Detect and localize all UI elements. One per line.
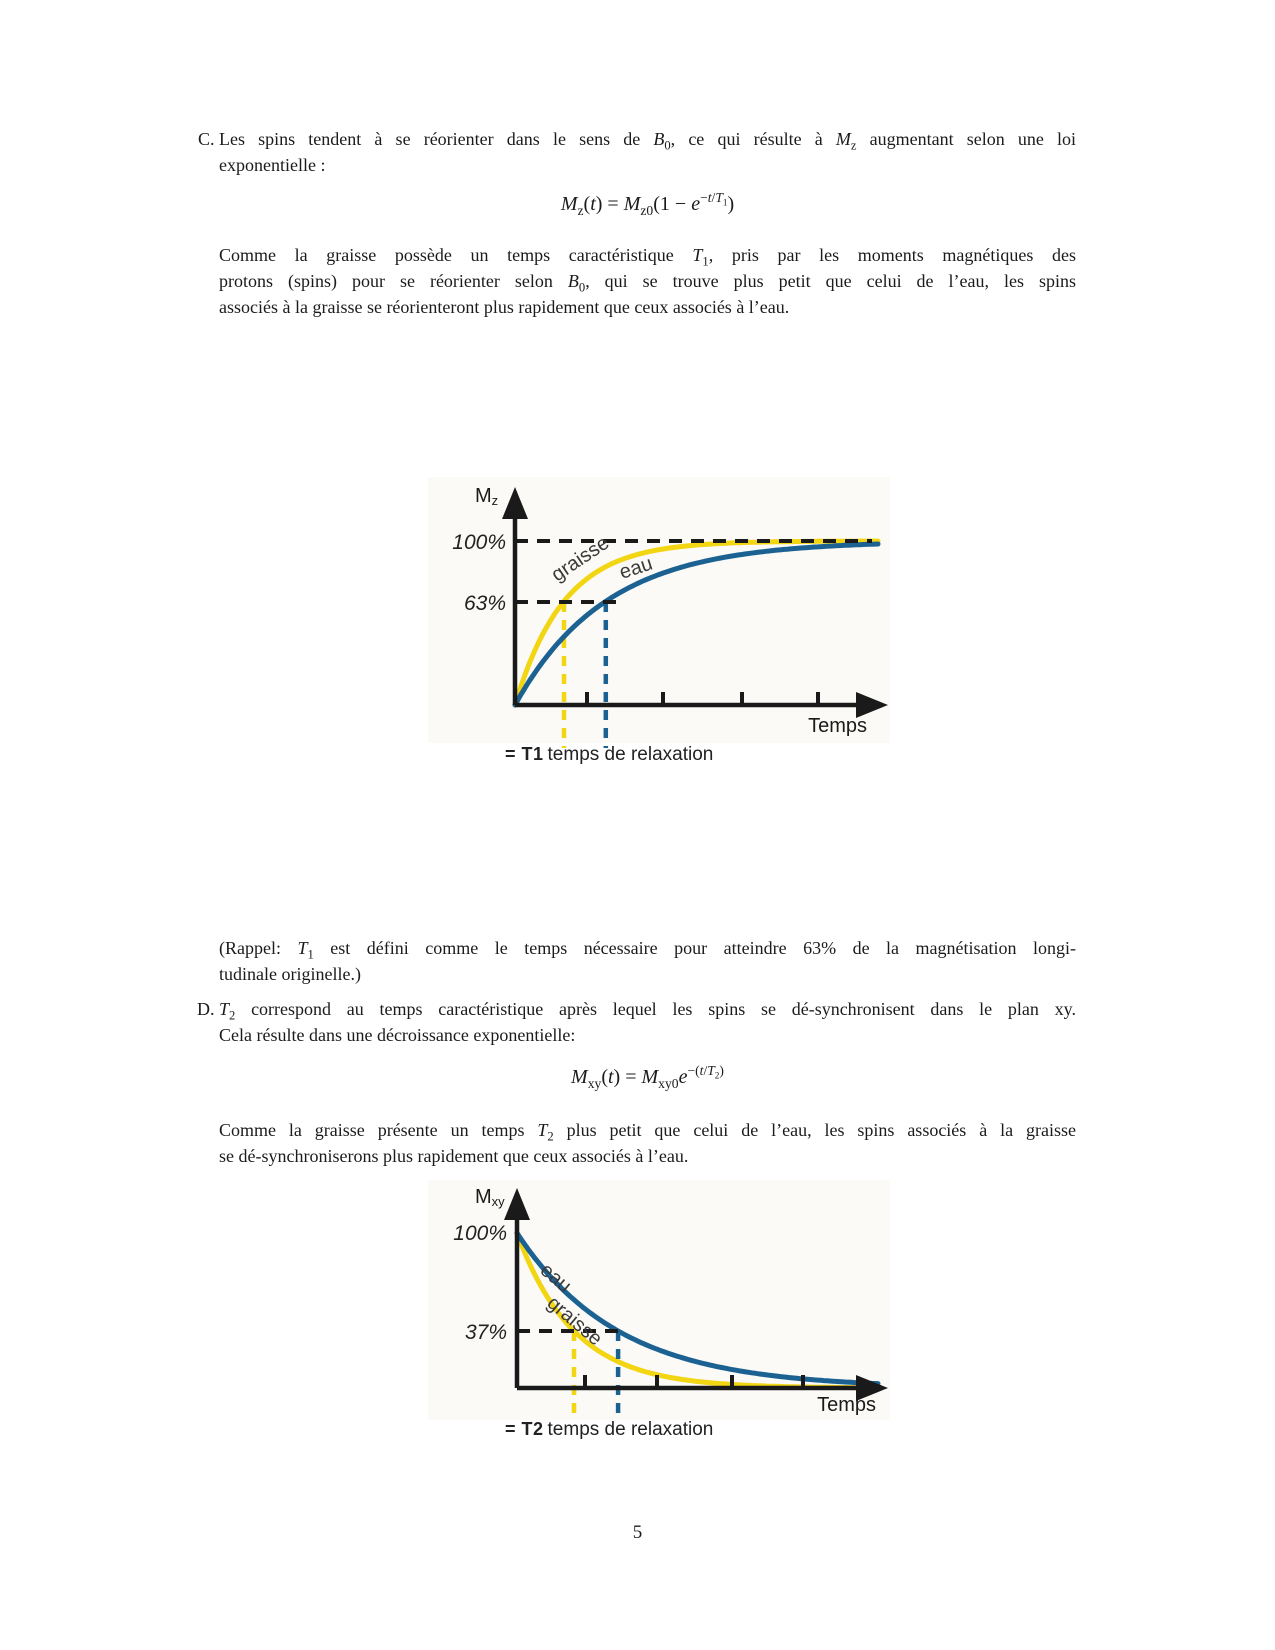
item-c-label: C. (198, 129, 215, 149)
rappel-paragraph (219, 935, 1076, 987)
c-para-line-2: protons (spins) pour se réorienter selon $B_0$, qui se trouve plus petit que celui de l’eau, les spins (219, 271, 1077, 295)
item-d-text (219, 996, 1076, 1048)
ytick-63: 63% (463, 592, 506, 615)
item-c-paragraph (219, 242, 1076, 320)
t2-decay-chart (420, 1180, 890, 1425)
t2-caption-bold: = T2 (505, 1419, 544, 1439)
x-axis-label: Temps (808, 715, 867, 737)
rappel-line-1: (Rappel: $T_1$ est défini comme le temps nécessaire pour atteindre 63% de la magnétisation longi- (219, 938, 1076, 962)
x-axis-label: Temps (817, 1394, 876, 1416)
c-para-line-1: Comme la graisse possède un temps caractéristique $T_1$, pris par les moments magnétiques des (219, 245, 1076, 269)
t1-caption (505, 744, 713, 766)
t1-caption-bold: = T1 (505, 744, 544, 764)
curve-label-graisse: graisse (542, 1291, 607, 1351)
t2-caption-text: temps de relaxation (547, 1419, 714, 1440)
y-axis-label: Mxy (475, 1186, 505, 1209)
item-d-line-2: Cela résulte dans une décroissance exponentielle: (219, 1025, 576, 1045)
item-c-line-2: exponentielle : (219, 155, 326, 175)
d-para-line-1: Comme la graisse présente un temps $T_2$ plus petit que celui de l’eau, les spins associés à la graisse (219, 1120, 1076, 1144)
curve-label-eau: eau (535, 1258, 576, 1298)
item-c-line-1: Les spins tendent à se réorienter dans le sens de $B_0$, ce qui résulte à $M_z$ augmentant selon une loi (219, 129, 1076, 153)
curve-label-graisse: graisse (547, 531, 614, 587)
formula-mxy: $M_{xy}(t) = M_{xy0}e^{-(t/T_2)}$ (571, 1063, 724, 1091)
item-d-paragraph (219, 1117, 1076, 1169)
d-para-line-2: se dé-synchroniserons plus rapidement que ceux associés à l’eau. (219, 1146, 689, 1166)
curve-label-eau: eau (616, 552, 656, 584)
item-d-label: D. (197, 999, 215, 1019)
y-axis-label: Mz (475, 485, 499, 508)
item-c-text (219, 126, 1076, 178)
c-para-line-3: associés à la graisse se réorienteront plus rapidement que ceux associés à l’eau. (219, 297, 790, 317)
item-d-line-1: $T_2$ correspond au temps caractéristique après lequel les spins se dé-synchronisent dans le plan xy. (219, 999, 1076, 1023)
ytick-37: 37% (464, 1321, 507, 1344)
ytick-100: 100% (453, 1222, 507, 1245)
t1-recovery-chart (420, 455, 890, 755)
page-number: 5 (632, 1522, 643, 1543)
rappel-line-2: tudinale originelle.) (219, 964, 361, 984)
ytick-100: 100% (452, 531, 506, 554)
t2-caption (505, 1419, 713, 1441)
t1-caption-text: temps de relaxation (547, 744, 714, 765)
formula-mz: $M_z(t) = M_{z0}(1 - e^{-t/T_1})$ (560, 190, 735, 218)
